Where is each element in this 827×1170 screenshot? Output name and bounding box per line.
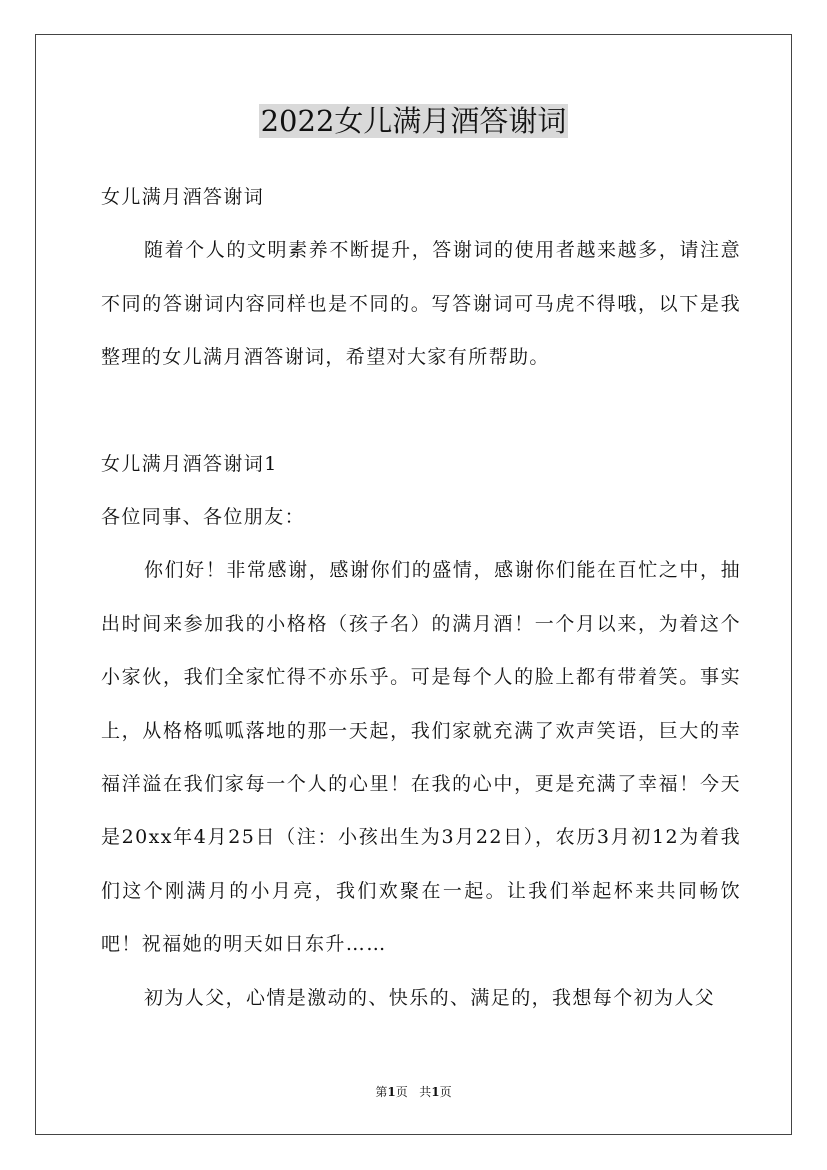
- body-paragraph: 你们好！非常感谢，感谢你们的盛情，感谢你们能在百忙之中，抽出时间来参加我的小格格（孩子名）的满月酒！一个月以来，为着这个小家伙，我们全家忙得不亦乐乎。可是每个人的脸上都有带着笑。事实上，从格格呱呱落地的那一天起，我们家就充满了欢声笑语，巨大的幸福洋溢在我们家每一个人的心里！在我的心中，更是充满了幸福！今天是20xx年4月25日（注：小孩出生为3月22日），农历3月初12为着我们这个刚满月的小月亮，我们欢聚在一起。让我们举起杯来共同畅饮吧！祝福她的明天如日东升……: [101, 559, 741, 956]
- footer-page-total: 1: [431, 1085, 440, 1099]
- document-body: [101, 171, 741, 1025]
- footer-page-mid: 页 共: [395, 1085, 432, 1099]
- footer-page-suffix: 页: [439, 1085, 452, 1099]
- footer-page-current: 1: [387, 1085, 396, 1099]
- section-heading: 女儿满月酒答谢词1: [101, 452, 278, 475]
- footer-page-prefix: 第: [375, 1085, 388, 1099]
- intro-paragraph: 随着个人的文明素养不断提升，答谢词的使用者越来越多，请注意不同的答谢词内容同样也是不同的。写答谢词可马虎不得哦，以下是我整理的女儿满月酒答谢词，希望对大家有所帮助。: [101, 239, 741, 369]
- document-subtitle: 女儿满月酒答谢词: [101, 186, 265, 208]
- body-paragraph: 初为人父，心情是激动的、快乐的、满足的，我想每个初为人父: [144, 986, 716, 1009]
- paragraph-gap: [101, 385, 741, 438]
- salutation: 各位同事、各位朋友：: [101, 506, 306, 529]
- document-title-text: 2022女儿满月酒答谢词: [260, 104, 567, 138]
- document-title: [0, 101, 827, 141]
- page-footer: [0, 1084, 827, 1100]
